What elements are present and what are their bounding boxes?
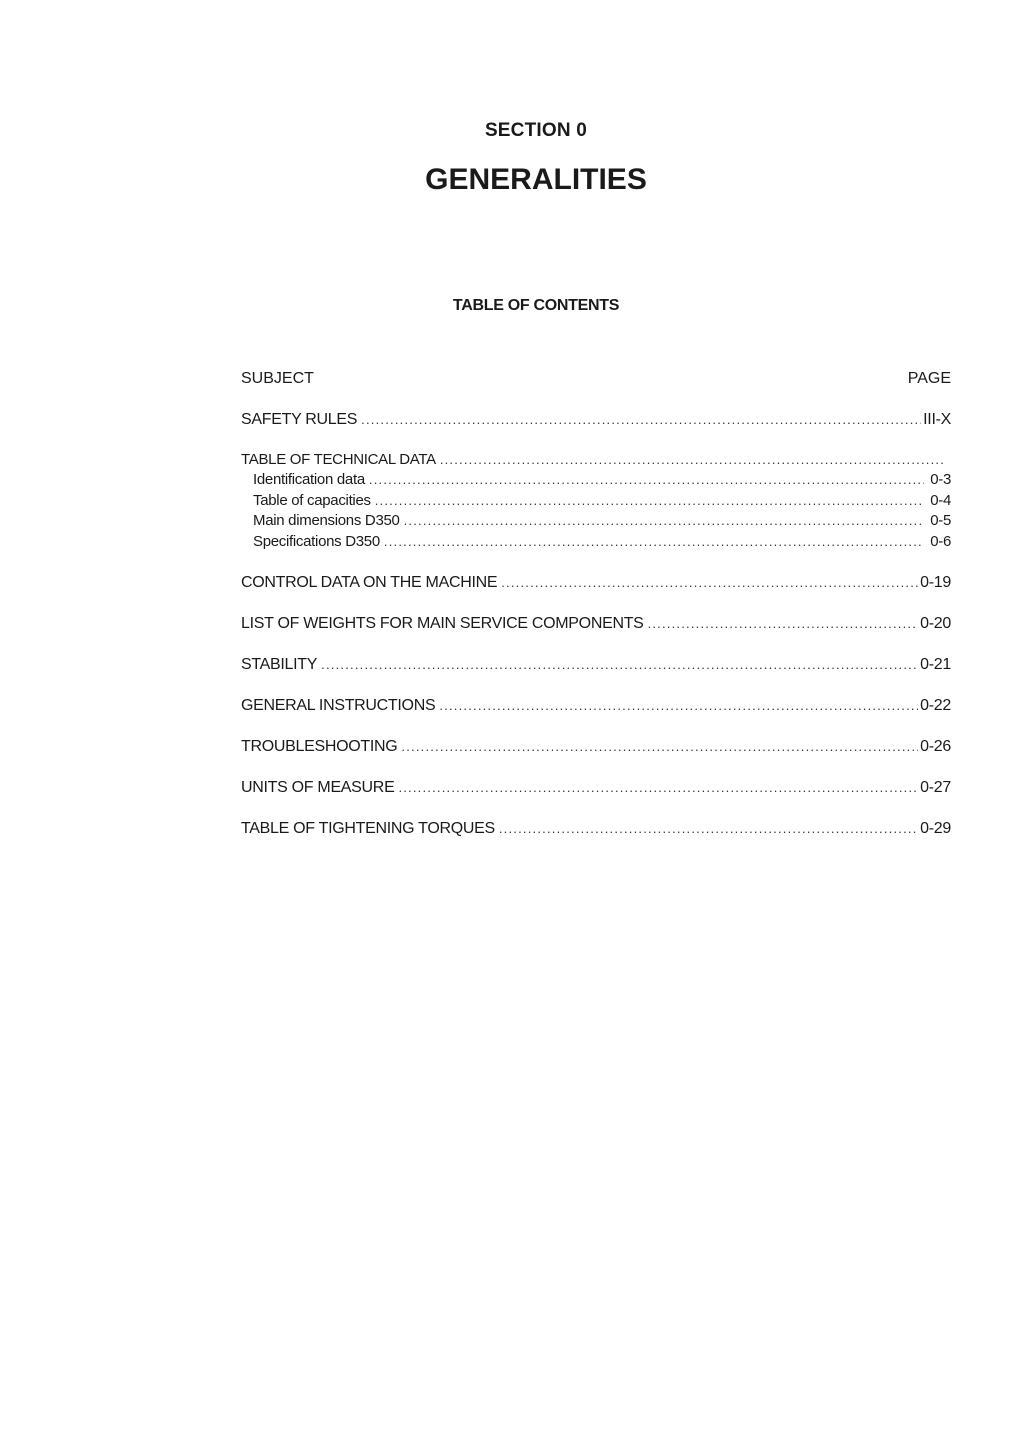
dot-leader bbox=[401, 736, 918, 758]
toc-entry-safety-rules[interactable] bbox=[241, 409, 951, 431]
toc-entry-label: UNITS OF MEASURE bbox=[241, 778, 395, 796]
dot-leader bbox=[648, 613, 919, 635]
page-title: GENERALITIES bbox=[425, 163, 647, 196]
toc-entry-label: Table of capacities bbox=[253, 491, 371, 509]
toc-entry-units-of-measure[interactable] bbox=[241, 777, 951, 799]
toc-entry-list-of-weights[interactable] bbox=[241, 613, 951, 635]
toc-entry-label: TABLE OF TIGHTENING TORQUES bbox=[241, 819, 495, 837]
toc-entry-label: Main dimensions D350 bbox=[253, 512, 400, 530]
toc-entry-stability[interactable] bbox=[241, 654, 951, 676]
toc-entry-page: 0-4 bbox=[930, 491, 951, 509]
dot-leader bbox=[404, 511, 925, 532]
toc-subentry-identification-data[interactable] bbox=[241, 470, 951, 491]
toc-entry-label: SAFETY RULES bbox=[241, 411, 358, 428]
toc-title: TABLE OF CONTENTS bbox=[452, 297, 620, 314]
toc-entry-page: 0-26 bbox=[920, 737, 951, 755]
toc-entry-tightening-torques[interactable] bbox=[241, 818, 951, 840]
toc-entry-label: Specifications D350 bbox=[253, 533, 380, 551]
dot-leader bbox=[398, 777, 918, 799]
toc-entry-label: TROUBLESHOOTING bbox=[241, 737, 398, 755]
dot-leader bbox=[384, 532, 924, 553]
toc-entry-page: 0-19 bbox=[920, 573, 951, 591]
dot-leader bbox=[499, 818, 918, 840]
toc-entry-technical-data[interactable] bbox=[241, 450, 951, 470]
dot-leader bbox=[501, 572, 918, 594]
toc-entry-page: 0-6 bbox=[930, 533, 951, 551]
toc-subentry-specifications[interactable] bbox=[241, 532, 951, 553]
dot-leader bbox=[321, 654, 918, 676]
toc-entry-general-instructions[interactable] bbox=[241, 695, 951, 717]
section-label: SECTION 0 bbox=[484, 120, 588, 141]
toc-entry-label: Identification data bbox=[253, 471, 365, 488]
dot-leader bbox=[369, 470, 924, 491]
toc-entry-page: 0-20 bbox=[920, 614, 951, 632]
subject-column-header: SUBJECT bbox=[241, 370, 314, 387]
toc-entry-label: TABLE OF TECHNICAL DATA bbox=[241, 451, 436, 468]
page-column-header: PAGE bbox=[907, 370, 951, 387]
toc-column-headers bbox=[241, 368, 951, 390]
dot-leader bbox=[440, 450, 945, 470]
toc-entry-label: STABILITY bbox=[241, 655, 318, 673]
dot-leader bbox=[361, 409, 921, 431]
toc-entry-label: LIST OF WEIGHTS FOR MAIN SERVICE COMPONENTS bbox=[241, 614, 644, 632]
toc-entry-page: 0-3 bbox=[930, 471, 951, 488]
table-of-contents bbox=[241, 368, 951, 859]
toc-subentry-main-dimensions[interactable] bbox=[241, 511, 951, 532]
toc-entry-troubleshooting[interactable] bbox=[241, 736, 951, 758]
toc-entry-page: III-X bbox=[923, 411, 951, 428]
toc-entry-control-data[interactable] bbox=[241, 572, 951, 594]
toc-entry-page: 0-27 bbox=[920, 778, 951, 796]
toc-entry-page: 0-29 bbox=[920, 819, 951, 837]
toc-entry-page: 0-21 bbox=[920, 655, 951, 673]
toc-entry-page: 0-22 bbox=[920, 696, 951, 714]
toc-subentry-table-of-capacities[interactable] bbox=[241, 491, 951, 512]
toc-entry-page: 0-5 bbox=[930, 512, 951, 530]
dot-leader bbox=[375, 491, 925, 512]
dot-leader bbox=[439, 695, 918, 717]
toc-entry-label: CONTROL DATA ON THE MACHINE bbox=[241, 573, 498, 591]
toc-entry-label: GENERAL INSTRUCTIONS bbox=[241, 696, 436, 714]
